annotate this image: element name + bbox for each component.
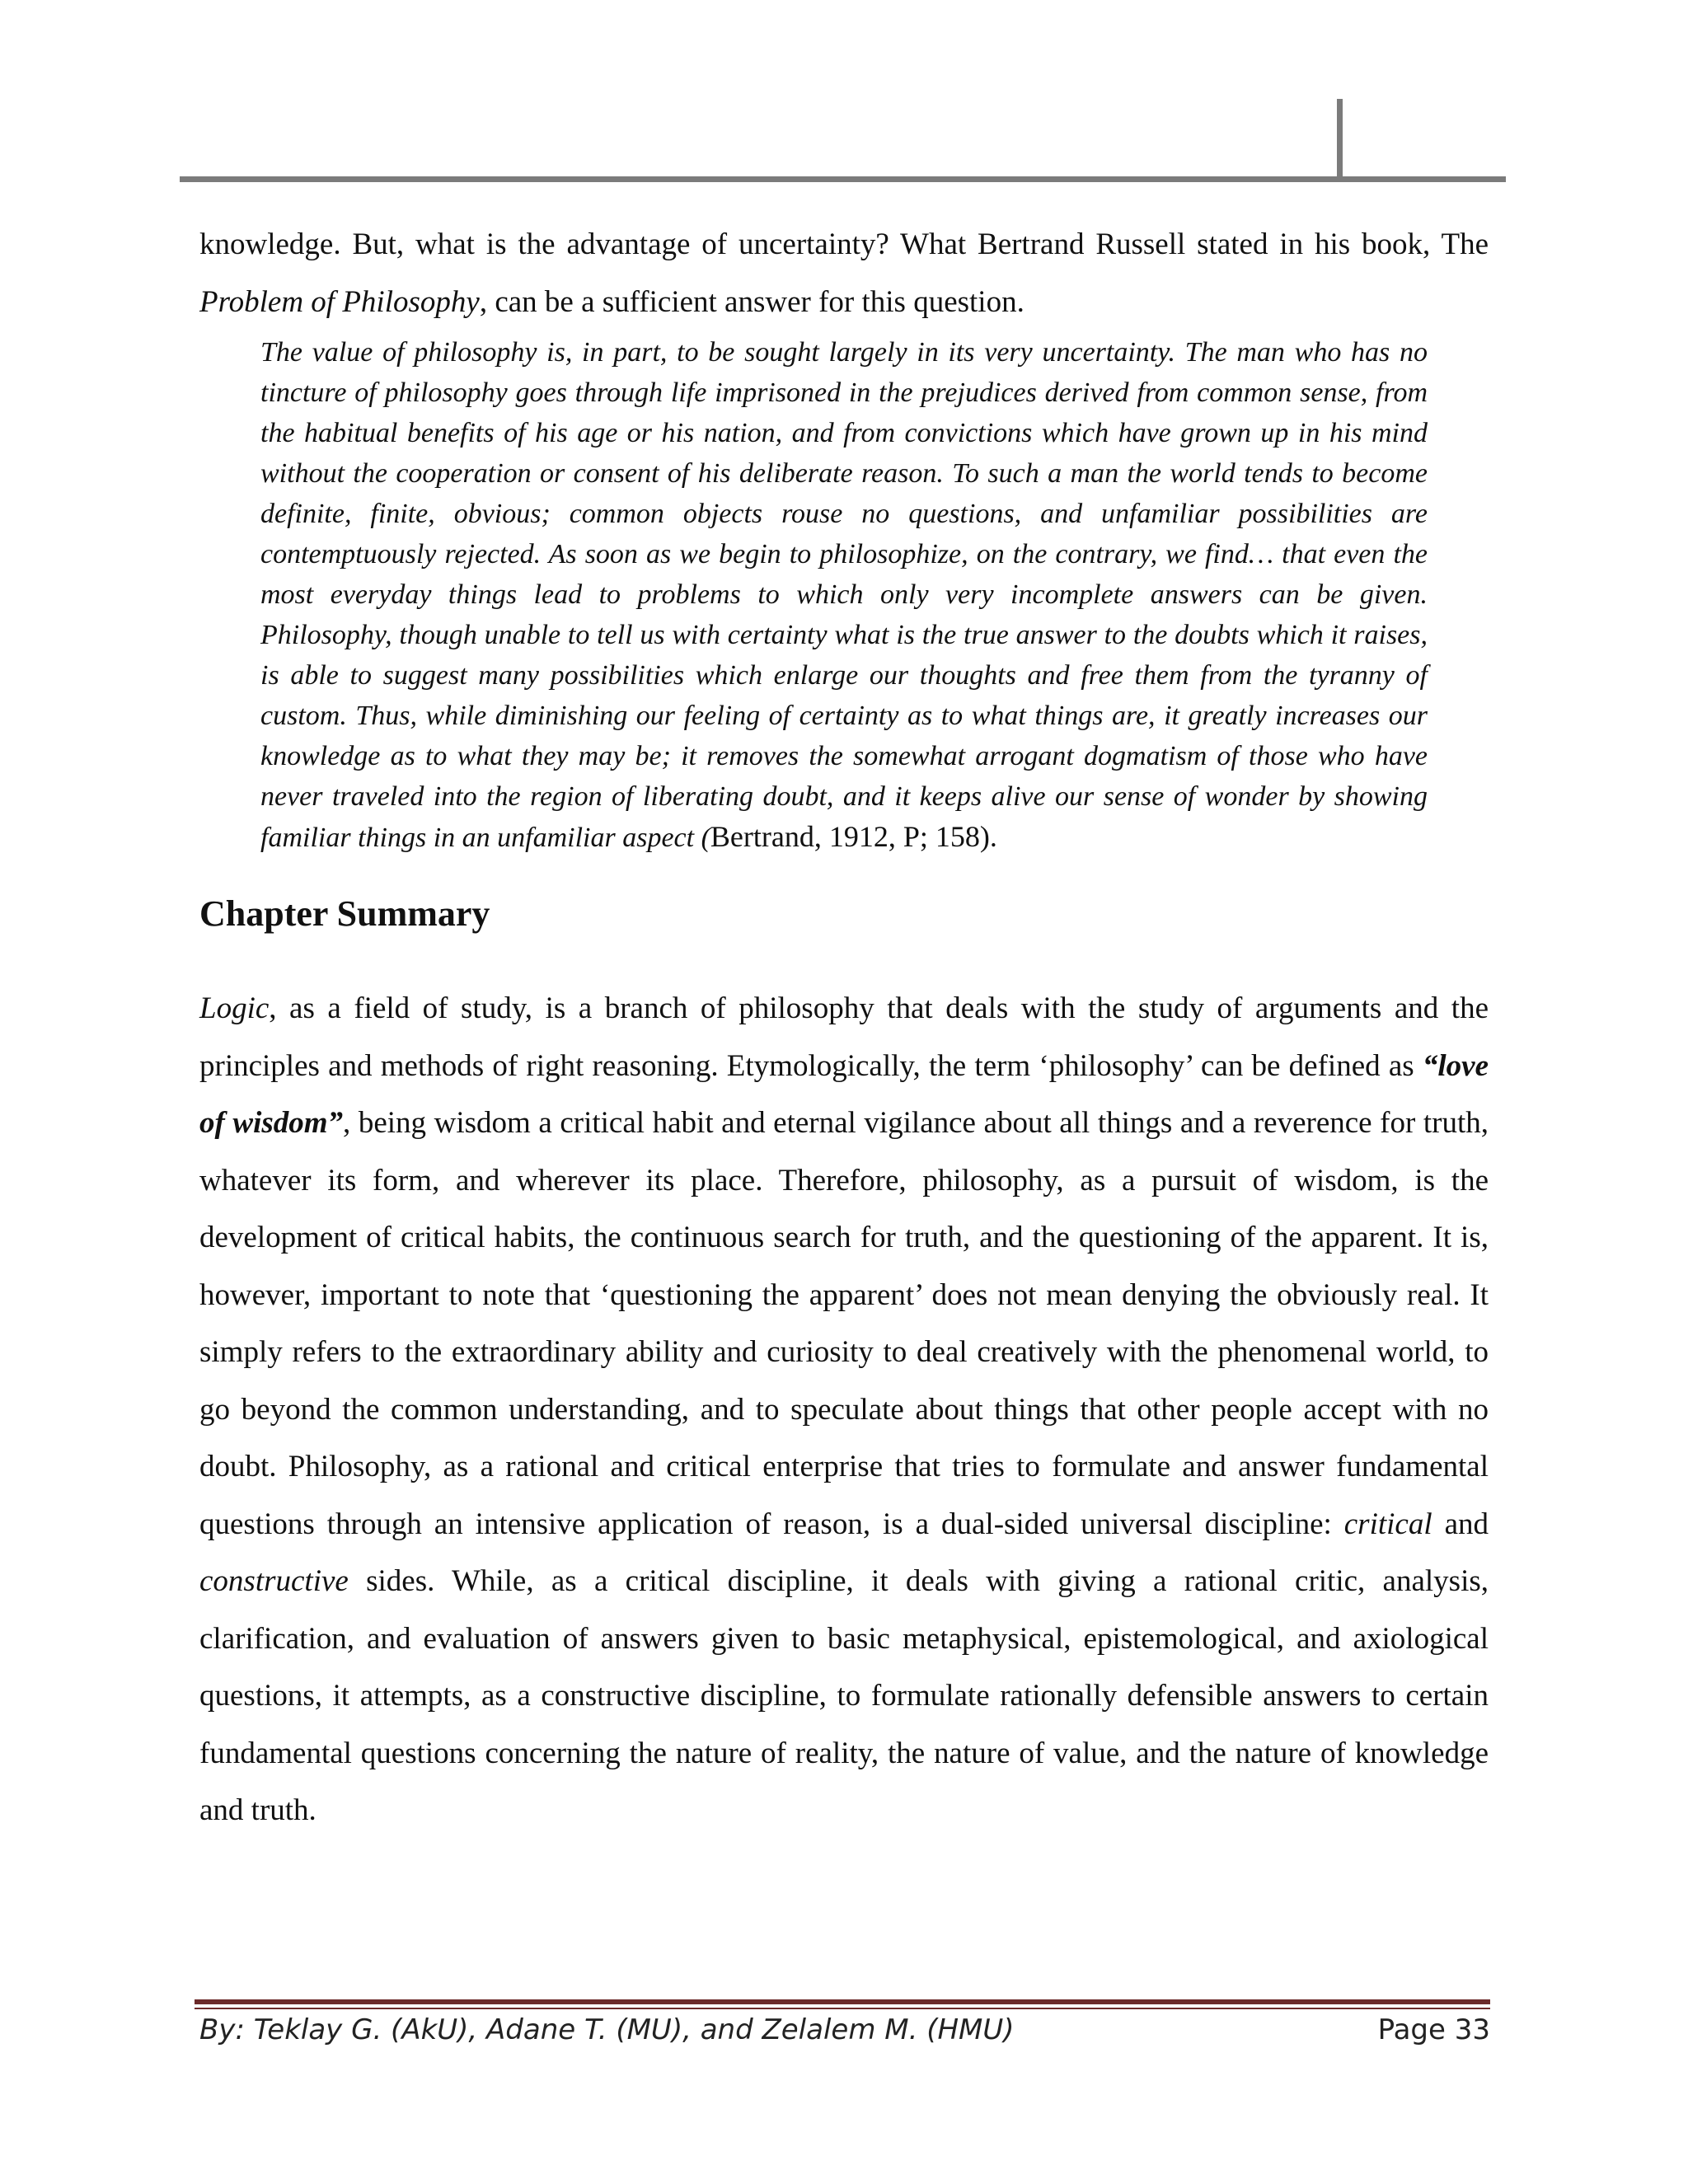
footer-rule-thin — [195, 2008, 1490, 2009]
summary-text-1: , as a field of study, is a branch of philosophy that deals with the study of arguments and the principles and methods of right reasoning. Etymologically, the term ‘philosophy’ can be defined as — [199, 991, 1489, 1083]
book-title: Problem of Philosophy — [199, 284, 480, 319]
footer-authors: By: Teklay G. (AkU), Adane T. (MU), and Zelalem M. (HMU) — [199, 2013, 1015, 2046]
summary-text-2: , being wisdom a critical habit and eternal vigilance about all things and a reverence for truth, whatever its form, and wherever its place. Therefore, philosophy, as a pursuit of wisdom, is the development of critical habits, the continuous search for truth, and the questioning of the apparent. It is, however, important to note that ‘questioning the apparent’ does not mean denying the obviously real. It simply refers to the extraordinary ability and curiosity to deal creatively with the phenomenal world, to go beyond the common understanding, and to speculate about things that other people accept with no doubt. Philosophy, as a rational and critical enterprise that tries to formulate and answer fundamental questions through an intensive application of reason, is a dual-sided universal discipline: — [199, 1106, 1489, 1541]
summary-text-3: sides. While, as a critical discipline, it deals with giving a rational critic, analysis, clarification, and evaluation of answers given to basic metaphysical, epistemological, and axiological questions, it attempts, as a constructive discipline, to formulate rationally defensible answers to certain fundamental questions concerning the nature of reality, the nature of value, and the nature of knowledge and truth. — [199, 1564, 1489, 1827]
intro-text-1: knowledge. But, what is the advantage of uncertainty? What Bertrand Russell stated in his book, The — [199, 227, 1489, 261]
page-number: Page 33 — [1377, 2013, 1490, 2046]
block-quote — [260, 332, 1428, 858]
summary-paragraph — [199, 980, 1489, 1840]
summary-and: and — [1432, 1507, 1489, 1541]
header-rule — [180, 176, 1506, 182]
constructive-term: constructive — [199, 1564, 349, 1598]
intro-text-2: , can be a sufficient answer for this question. — [479, 284, 1025, 319]
page-content — [199, 216, 1489, 1870]
quote-text: The value of philosophy is, in part, to be sought largely in its very uncertainty. The man who has no tincture of philosophy goes through life imprisoned in the prejudices derived from common sense, from the habitual benefits of his age or his nation, and from convictions which have grown up in his mind without the cooperation or consent of his deliberate reason. To such a man the world tends to become definite, finite, obvious; common objects rouse no questions, and unfamiliar possibilities are contemptuously rejected. As soon as we begin to philosophize, on the contrary, we find… that even the most everyday things lead to problems to which only very incomplete answers can be given. Philosophy, though unable to tell us with certainty what is the true answer to the doubts which it raises, is able to suggest many possibilities which enlarge our thoughts and free them from the tyranny of custom. Thus, while diminishing our feeling of certainty as to what things are, it greatly increases our knowledge as to what they may be; it removes the somewhat arrogant dogmatism of those who have never traveled into the region of liberating doubt, and it keeps alive our sense of wonder by showing familiar things in an unfamiliar aspect ( — [260, 337, 1428, 853]
quote-citation: Bertrand, 1912, P; 158). — [710, 820, 997, 853]
header-tick — [1337, 99, 1343, 180]
footer-rule-thick — [195, 1999, 1490, 2004]
critical-term: critical — [1343, 1507, 1432, 1541]
logic-term: Logic — [199, 991, 270, 1025]
intro-paragraph — [199, 216, 1489, 330]
chapter-summary-heading: Chapter Summary — [199, 893, 490, 934]
love-of-wisdom-term: “love of wisdom” — [199, 1048, 1489, 1140]
